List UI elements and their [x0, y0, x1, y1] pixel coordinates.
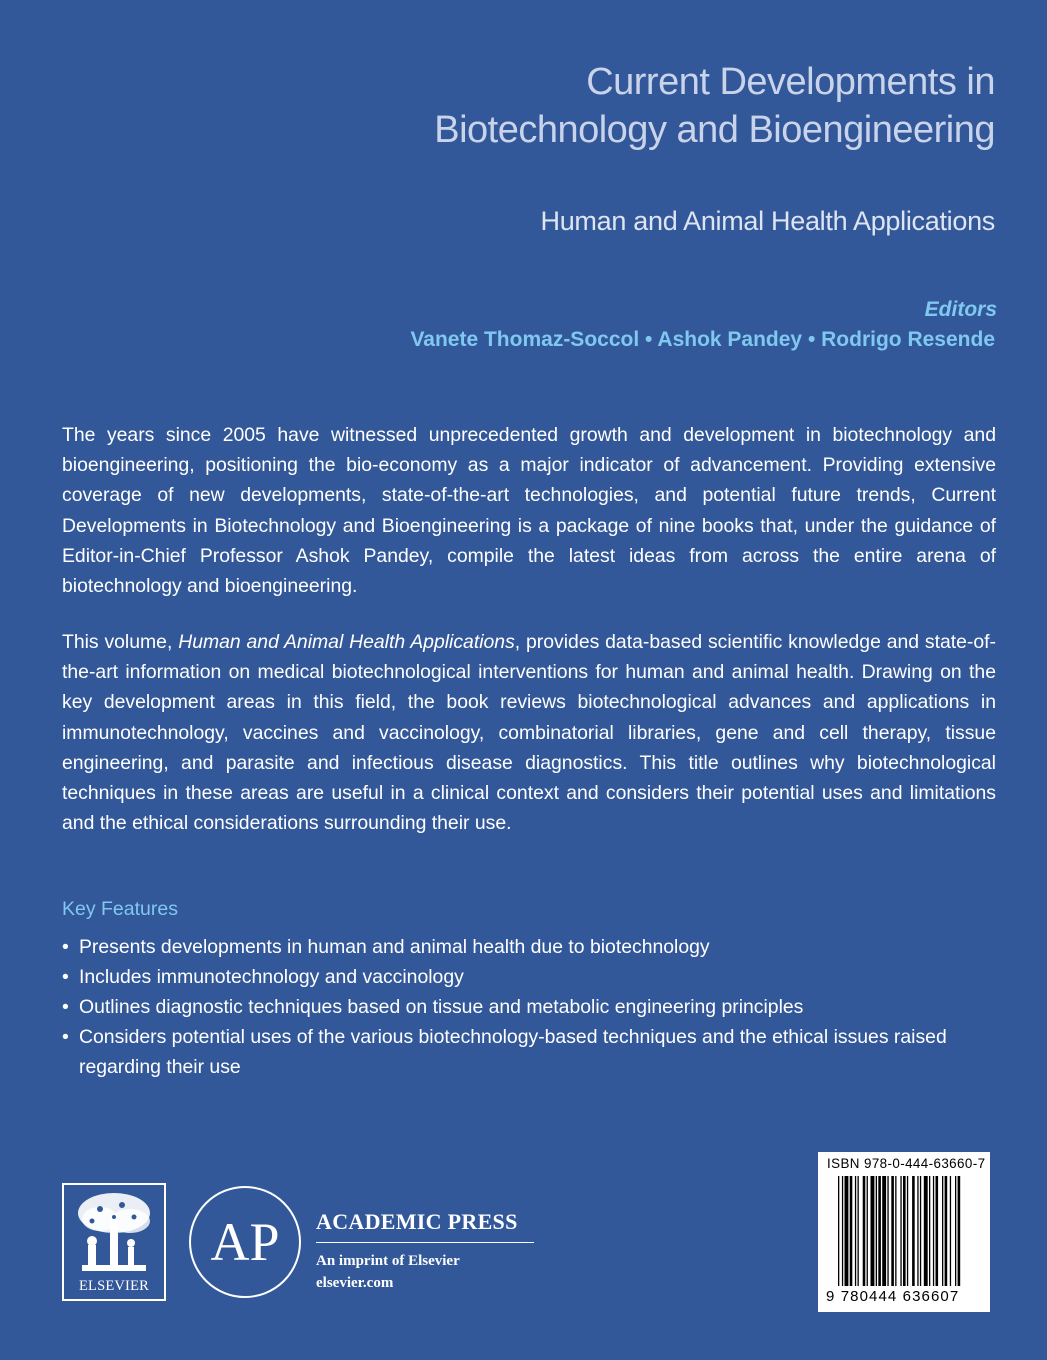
- title-line-2: Biotechnology and Bioengineering: [434, 109, 995, 151]
- ap-monogram: AP: [210, 1212, 280, 1272]
- isbn-barcode: [818, 1152, 990, 1312]
- academic-press-logo: [189, 1186, 301, 1298]
- barcode-bar: [876, 1176, 877, 1286]
- list-item: [62, 962, 1002, 992]
- barcode-bar: [838, 1176, 839, 1286]
- barcode-bar: [907, 1176, 908, 1286]
- barcode-bar: [858, 1176, 859, 1286]
- barcode-bar: [912, 1176, 915, 1286]
- barcode-bar: [891, 1176, 894, 1286]
- para2-italic-title: Human and Animal Health Applications: [178, 631, 515, 653]
- barcode-bar: [917, 1176, 918, 1286]
- isbn-number: ISBN 978-0-444-63660-7: [827, 1156, 986, 1171]
- barcode-bar: [850, 1176, 853, 1286]
- divider: [316, 1242, 534, 1243]
- para2-rest: , provides data-based scientific knowledge and state-of-the-art information on medical biotechnological interventions for human and animal health. Drawing on the key development areas in this field, the book reviews biotechnological advances and applications in immunotechnology, vaccines and vaccinology, combinatorial libraries, gene and cell therapy, tissue engineering, and parasite and infectious disease diagnostics. This title outlines why biotechnological techniques in these areas are useful in a clinical context and considers their potential uses and limitations and the ethical considerations surrounding their use.: [62, 631, 996, 835]
- barcode-bar: [924, 1176, 928, 1286]
- barcode-bar: [936, 1176, 939, 1286]
- barcode-bar: [958, 1176, 961, 1286]
- elsevier-tree-icon: [70, 1189, 158, 1279]
- elsevier-wordmark: ELSEVIER: [78, 1278, 150, 1294]
- bullet-icon: •: [62, 996, 69, 1018]
- key-features-heading: Key Features: [62, 898, 178, 920]
- barcode-bar: [929, 1176, 930, 1286]
- description-paragraph-1: The years since 2005 have witnessed unprecedented growth and development in biotechnology and bioengineering, positioning the bio-economy as a major indicator of advancement. Providing extensive coverage of new developments, state-of-the-art technologies, and potential future trends, Current Developments in Biotechnology and Bioengineering is a package of nine books that, under the guidance of Editor-in-Chief Professor Ashok Pandey, compile the latest ideas from across the entire arena of biotechnology and bioengineering.: [62, 424, 996, 598]
- barcode-bar: [955, 1176, 956, 1286]
- feature-text: Presents developments in human and animal health due to biotechnology: [79, 936, 710, 958]
- barcode-bar: [842, 1176, 843, 1286]
- imprint-text: An imprint of Elsevier: [316, 1253, 460, 1269]
- list-item: [62, 1022, 1002, 1082]
- editors-label: Editors: [924, 298, 997, 321]
- barcode-bar: [942, 1176, 943, 1286]
- ap-monogram-icon: [191, 1188, 299, 1296]
- publisher-website: elsevier.com: [316, 1275, 394, 1291]
- book-subtitle: Human and Animal Health Applications: [540, 206, 995, 236]
- barcode-bar: [950, 1176, 951, 1286]
- barcode-digits: 9 780444 636607: [826, 1288, 960, 1305]
- para2-prefix: This volume,: [62, 631, 179, 653]
- list-item: [62, 932, 1002, 962]
- academic-press-name: ACADEMIC PRESS: [316, 1209, 518, 1234]
- barcode-bar: [887, 1176, 888, 1286]
- barcode-bar: [903, 1176, 906, 1286]
- bullet-icon: •: [62, 1026, 69, 1048]
- list-item: [62, 992, 1002, 1022]
- book-title: [434, 58, 995, 154]
- barcode-bar: [945, 1176, 948, 1286]
- barcode-bar: [871, 1176, 875, 1286]
- description-paragraph-2: [62, 627, 996, 838]
- feature-text: Includes immunotechnology and vaccinology: [79, 966, 464, 988]
- barcode-bar: [895, 1176, 896, 1286]
- bullet-icon: •: [62, 966, 69, 988]
- barcode-bar: [882, 1176, 886, 1286]
- barcode-bar: [920, 1176, 921, 1286]
- barcode-bar: [900, 1176, 901, 1286]
- elsevier-logo: [62, 1183, 166, 1301]
- barcode-bar: [863, 1176, 866, 1286]
- barcode-bar: [933, 1176, 934, 1286]
- barcode-bar: [867, 1176, 868, 1286]
- feature-text: Outlines diagnostic techniques based on tissue and metabolic engineering principles: [79, 996, 804, 1018]
- barcode-bar: [855, 1176, 856, 1286]
- barcode-bar: [878, 1176, 881, 1286]
- editors-names: Vanete Thomaz-Soccol • Ashok Pandey • Rodrigo Resende: [410, 328, 995, 351]
- title-line-1: Current Developments in: [586, 61, 995, 103]
- feature-text: Considers potential uses of the various biotechnology-based techniques and the ethical issues raised regarding their use: [79, 1026, 947, 1078]
- bullet-icon: •: [62, 936, 69, 958]
- key-features-list: [62, 932, 1002, 1082]
- barcode-bar: [845, 1176, 849, 1286]
